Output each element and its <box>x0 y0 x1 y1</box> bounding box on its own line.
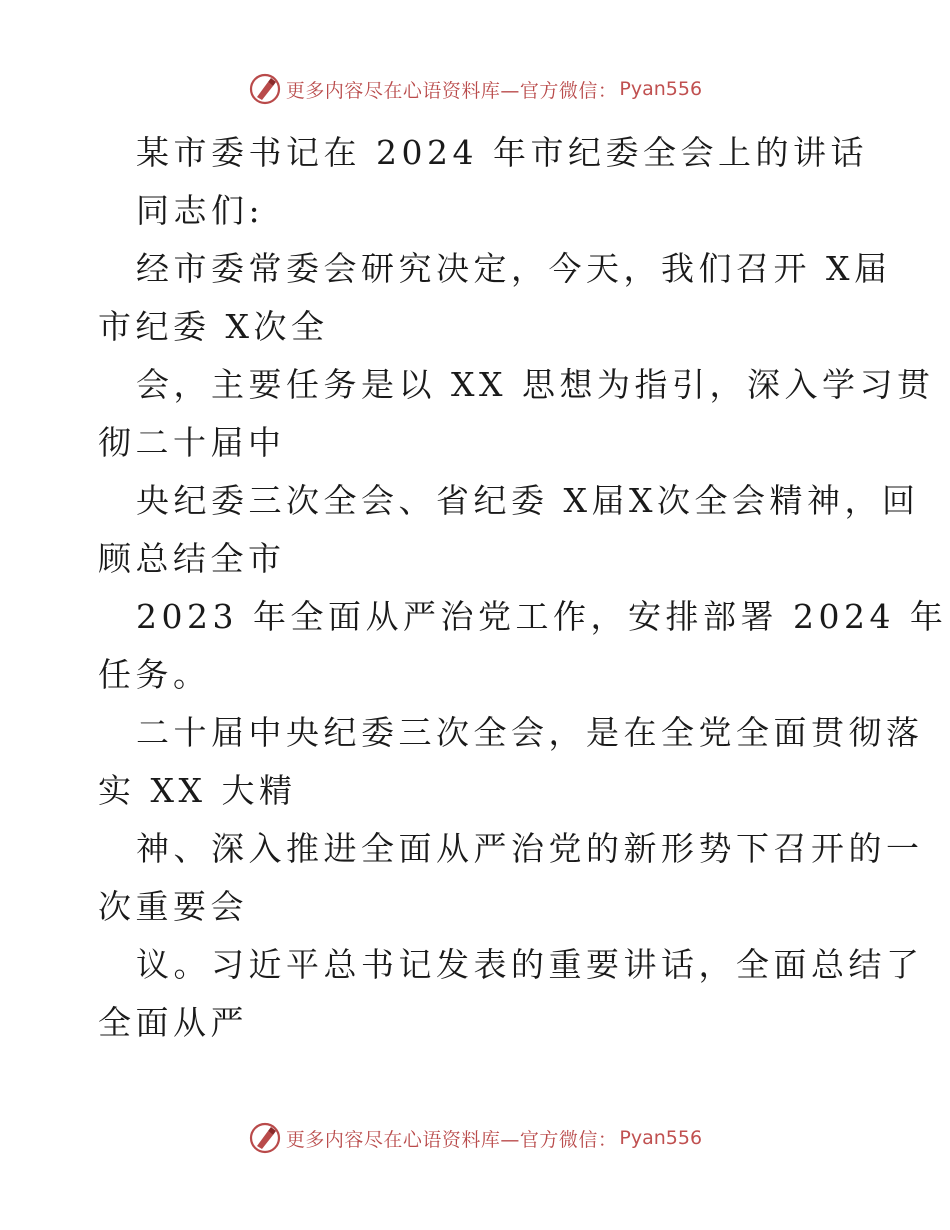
body-line: 会，主要任务是以 XX 思想为指引，深入学习贯 <box>136 365 935 404</box>
body-line: 市纪委 X次全 <box>98 307 329 346</box>
body-line: 全面从严 <box>98 1003 248 1042</box>
body-line: 实 XX 大精 <box>98 771 297 810</box>
body-line: 央纪委三次全会、省纪委 X届X次全会精神，回 <box>136 481 920 520</box>
body-line: 经市委常委会研究决定，今天，我们召开 X届 <box>136 249 892 288</box>
watermark-text: 更多内容尽在心语资料库—官方微信： <box>285 79 618 102</box>
pen-logo-icon <box>248 72 282 106</box>
body-line: 2023 年全面从严治党工作，安排部署 2024 年 <box>136 597 948 636</box>
body-line: 任务。 <box>98 655 211 694</box>
body-line: 次重要会 <box>98 887 248 926</box>
pen-logo-icon <box>248 1121 282 1155</box>
salutation: 同志们: <box>136 191 265 230</box>
document-body <box>98 124 948 1052</box>
footer-watermark <box>0 1121 950 1155</box>
body-line: 顾总结全市 <box>98 539 286 578</box>
header-watermark <box>0 72 950 106</box>
body-line: 二十届中央纪委三次全会，是在全党全面贯彻落 <box>136 713 924 752</box>
body-line: 议。习近平总书记发表的重要讲话，全面总结了 <box>136 945 924 984</box>
body-line: 神、深入推进全面从严治党的新形势下召开的一 <box>136 829 924 868</box>
watermark-text: 更多内容尽在心语资料库—官方微信： <box>285 1128 618 1151</box>
watermark-wechat-id: Pyan556 <box>619 78 703 100</box>
body-line: 彻二十届中 <box>98 423 286 462</box>
watermark-wechat-id: Pyan556 <box>619 1127 703 1149</box>
document-title: 某市委书记在 2024 年市纪委全会上的讲话 <box>136 133 868 172</box>
